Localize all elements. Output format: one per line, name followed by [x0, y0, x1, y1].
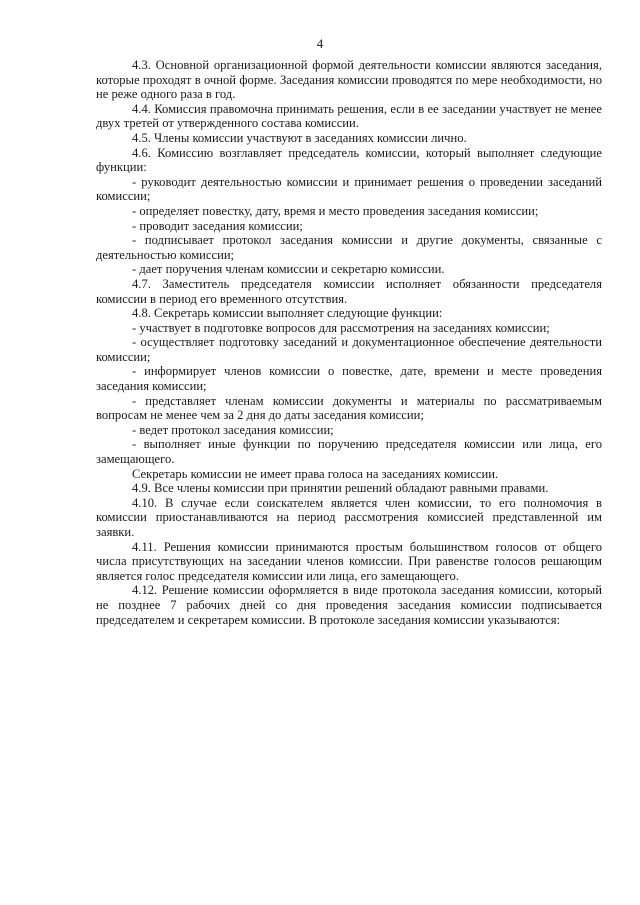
- list-item-chair-function: - руководит деятельностью комиссии и принимает решения о проведении заседаний комиссии;: [96, 174, 602, 204]
- list-item-chair-function: - определяет повестку, дату, время и место проведения заседания комиссии;: [132, 203, 539, 218]
- list-item-chair-function: - проводит заседания комиссии;: [132, 218, 303, 233]
- paragraph-4-3: 4.3. Основной организационной формой деятельности комиссии являются заседания, которые проходят в очной форме. Заседания комиссии проводятся по мере необходимости, но не реже одного раза в год.: [96, 58, 602, 102]
- list-item-chair-function: - дает поручения членам комиссии и секретарю комиссии.: [132, 262, 445, 277]
- paragraph-4-10: 4.10. В случае если соискателем является член комиссии, то его полномочия в комиссии приостанавливаются на период рассмотрения комиссией представленной им заявки.: [96, 495, 602, 539]
- paragraph-4-9: 4.9. Все члены комиссии при принятии решений обладают равными правами.: [132, 481, 549, 496]
- paragraph-4-7: 4.7. Заместитель председателя комиссии исполняет обязанности председателя комиссии в период его временного отсутствия.: [96, 276, 602, 306]
- paragraph-4-8: 4.8. Секретарь комиссии выполняет следующие функции:: [132, 306, 443, 321]
- page-number: 4: [316, 36, 324, 51]
- list-item-secretary-function: - выполняет иные функции по поручению председателя комиссии или лица, его замещающего.: [96, 437, 602, 467]
- list-item-chair-function: - подписывает протокол заседания комиссии и другие документы, связанные с деятельностью комиссии;: [96, 233, 602, 262]
- list-item-secretary-function: - информирует членов комиссии о повестке, дате, времени и месте проведения заседания комиссии;: [96, 364, 602, 394]
- paragraph-4-4: 4.4. Комиссия правомочна принимать решения, если в ее заседании участвует не менее двух третей от утвержденного состава комиссии.: [96, 101, 602, 131]
- secretary-no-vote-note: Секретарь комиссии не имеет права голоса на заседаниях комиссии.: [132, 466, 499, 481]
- paragraph-4-6: 4.6. Комиссию возглавляет председатель комиссии, который выполняет следующие функции:: [96, 145, 602, 175]
- list-item-secretary-function: - осуществляет подготовку заседаний и документационное обеспечение деятельности комиссии;: [96, 335, 602, 364]
- list-item-secretary-function: - представляет членам комиссии документы и материалы по рассматриваемым вопросам не менее чем за 2 дня до даты заседания комиссии;: [96, 393, 602, 423]
- paragraph-4-11: 4.11. Решения комиссии принимаются простым большинством голосов от общего числа присутствующих на заседании членов комиссии. При равенстве голосов решающим является голос председателя комиссии или лица, его замещающего.: [96, 539, 602, 583]
- list-item-secretary-function: - ведет протокол заседания комиссии;: [132, 422, 334, 437]
- paragraph-4-5: 4.5. Члены комиссии участвуют в заседаниях комиссии лично.: [132, 130, 467, 145]
- paragraph-4-12: 4.12. Решение комиссии оформляется в виде протокола заседания комиссии, который не позднее 7 рабочих дней со дня проведения заседания комиссии подписывается председателем и секретарем комиссии. В протоколе заседания комиссии указываются:: [96, 583, 602, 627]
- list-item-secretary-function: - участвует в подготовке вопросов для рассмотрения на заседаниях комиссии;: [132, 320, 550, 335]
- document-body: [96, 58, 602, 627]
